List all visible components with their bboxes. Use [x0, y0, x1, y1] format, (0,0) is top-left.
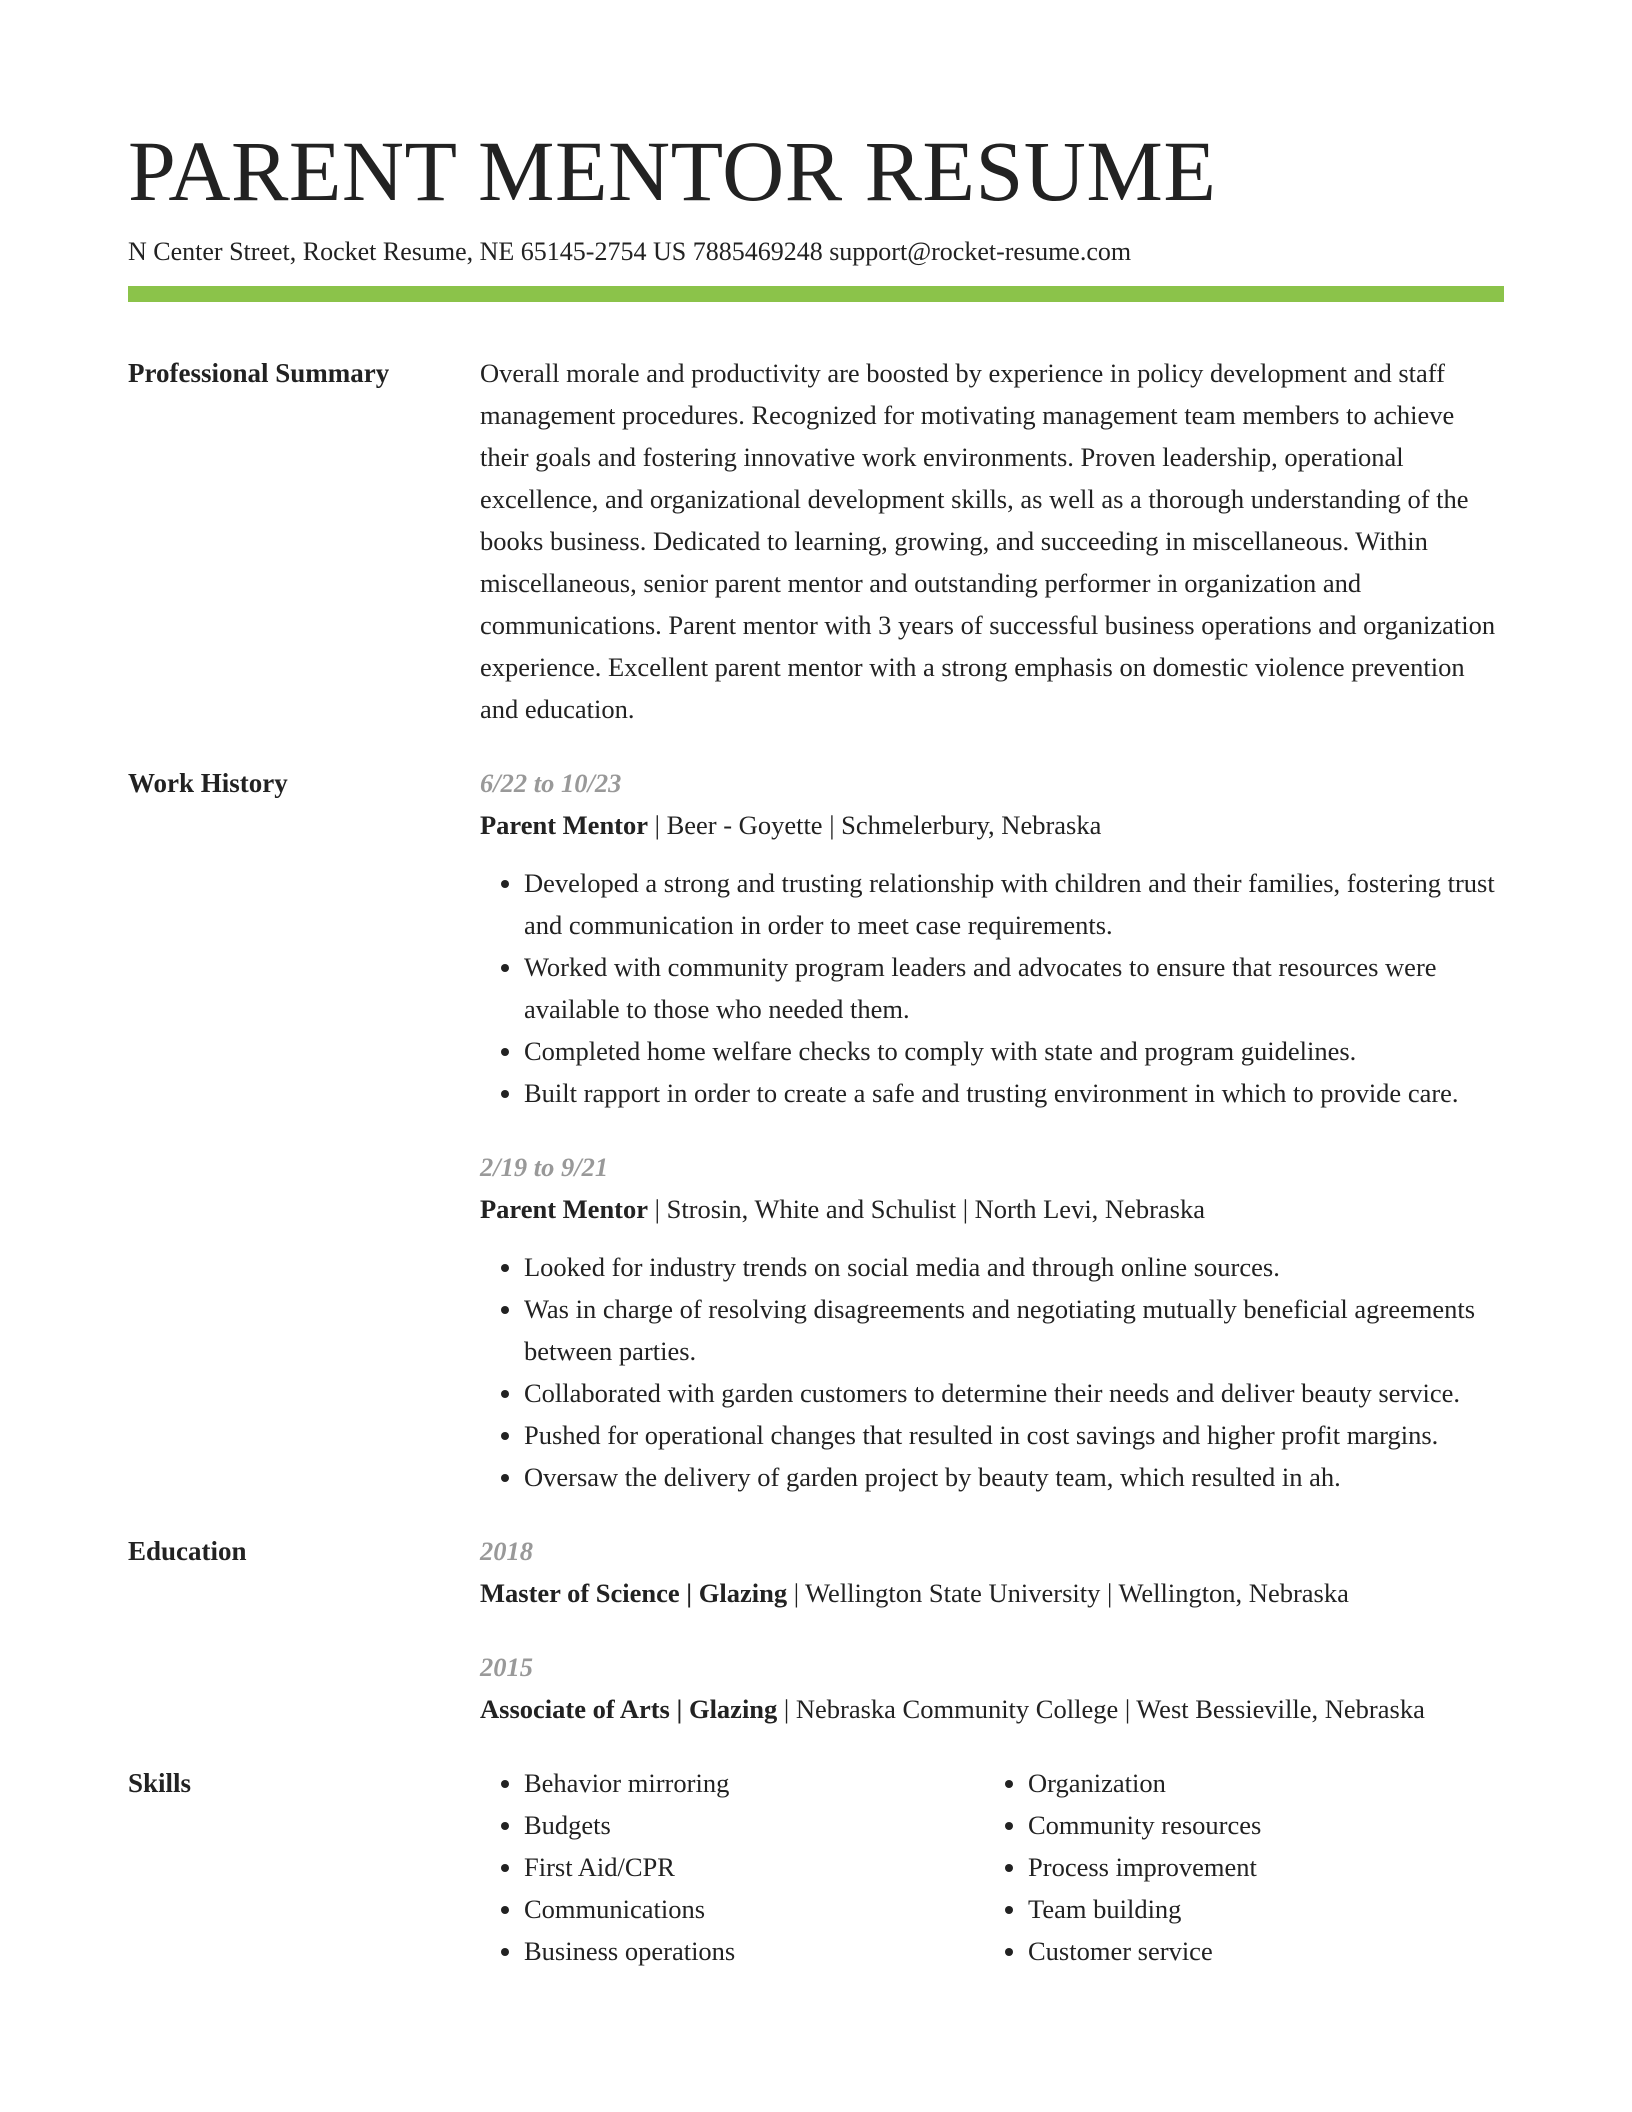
page-title: PARENT MENTOR RESUME	[128, 123, 1217, 219]
job-duty: • Oversaw the delivery of garden project by beauty team, which resulted in ah.	[524, 1456, 1504, 1498]
skill-item: • Team building	[1028, 1888, 1528, 1930]
work-history-body	[480, 762, 1504, 1498]
skill-item: • Business operations	[524, 1930, 984, 1972]
section-title-summary: Professional Summary	[128, 358, 390, 388]
job-duty: • Was in charge of resolving disagreements and negotiating mutually beneficial agreements between parties.	[524, 1288, 1504, 1372]
education-degree-line	[480, 1572, 1504, 1614]
job-title-line	[480, 804, 1504, 846]
job-title: Parent Mentor	[480, 810, 649, 840]
skills-list-right	[984, 1762, 1528, 1972]
skills-section	[128, 1762, 1504, 1972]
job-duty: • Pushed for operational changes that resulted in cost savings and higher profit margins.	[524, 1414, 1504, 1456]
summary-text: Overall morale and productivity are boosted by experience in policy development and staff management procedures. Recognized for motivating management team members to achieve their goals and fostering innovative work environments. Proven leadership, operational excellence, and organizational development skills, as well as a thorough understanding of the books business. Dedicated to learning, growing, and succeeding in miscellaneous. Within miscellaneous, senior parent mentor and outstanding performer in organization and communications. Parent mentor with 3 years of successful business operations and organization experience. Excellent parent mentor with a strong emphasis on domestic violence prevention and education.	[480, 358, 1496, 724]
job-duty: • Completed home welfare checks to comply with state and program guidelines.	[524, 1030, 1504, 1072]
job-duty: • Looked for industry trends on social media and through online sources.	[524, 1246, 1504, 1288]
job-duty: • Worked with community program leaders and advocates to ensure that resources were available to those who needed them.	[524, 946, 1504, 1030]
skills-list-left	[480, 1762, 984, 1972]
job-dates: 2/19 to 9/21	[480, 1152, 609, 1182]
skill-item: • Organization	[1028, 1762, 1528, 1804]
work-history-section	[128, 762, 1504, 1498]
skill-item: • Community resources	[1028, 1804, 1528, 1846]
section-title-skills: Skills	[128, 1768, 192, 1798]
skill-item: • Communications	[524, 1888, 984, 1930]
header-divider	[128, 286, 1504, 302]
skills-columns	[480, 1762, 1528, 1972]
education-school-location: | Nebraska Community College | West Bessieville, Nebraska	[777, 1694, 1425, 1724]
job-dates: 6/22 to 10/23	[480, 768, 622, 798]
job-duty: • Built rapport in order to create a safe and trusting environment in which to provide care.	[524, 1072, 1504, 1114]
skill-item: • Budgets	[524, 1804, 984, 1846]
job-duties	[480, 1246, 1504, 1498]
job-duty: • Developed a strong and trusting relationship with children and their families, fostering trust and communication in order to meet case requirements.	[524, 862, 1504, 946]
job-duty: • Collaborated with garden customers to determine their needs and deliver beauty service.	[524, 1372, 1504, 1414]
summary-section	[128, 352, 1504, 730]
education-year: 2018	[480, 1536, 533, 1566]
education-entry	[480, 1530, 1504, 1614]
skill-item: • Customer service	[1028, 1930, 1528, 1972]
skill-item: • Process improvement	[1028, 1846, 1528, 1888]
education-entry	[480, 1646, 1504, 1730]
education-school-location: | Wellington State University | Wellington, Nebraska	[787, 1578, 1349, 1608]
education-degree: Associate of Arts | Glazing	[480, 1694, 778, 1724]
job-entry	[480, 762, 1504, 1114]
skill-item: • Behavior mirroring	[524, 1762, 984, 1804]
education-section	[128, 1530, 1504, 1730]
skill-item: • First Aid/CPR	[524, 1846, 984, 1888]
summary-body	[480, 352, 1504, 730]
section-title-education: Education	[128, 1536, 247, 1566]
job-duties	[480, 862, 1504, 1114]
skills-body	[480, 1762, 1528, 1972]
education-year: 2015	[480, 1652, 533, 1682]
section-title-work: Work History	[128, 768, 288, 798]
job-title-line	[480, 1188, 1504, 1230]
resume-page	[128, 0, 1504, 1972]
contact-line: N Center Street, Rocket Resume, NE 65145-2754 US 7885469248 support@rocket-resume.com	[128, 237, 1132, 266]
education-degree: Master of Science | Glazing	[480, 1578, 788, 1608]
job-employer-location: | Beer - Goyette | Schmelerbury, Nebraska	[648, 810, 1102, 840]
job-entry	[480, 1146, 1504, 1498]
job-title: Parent Mentor	[480, 1194, 649, 1224]
education-body	[480, 1530, 1504, 1730]
job-employer-location: | Strosin, White and Schulist | North Levi, Nebraska	[648, 1194, 1205, 1224]
education-degree-line	[480, 1688, 1504, 1730]
